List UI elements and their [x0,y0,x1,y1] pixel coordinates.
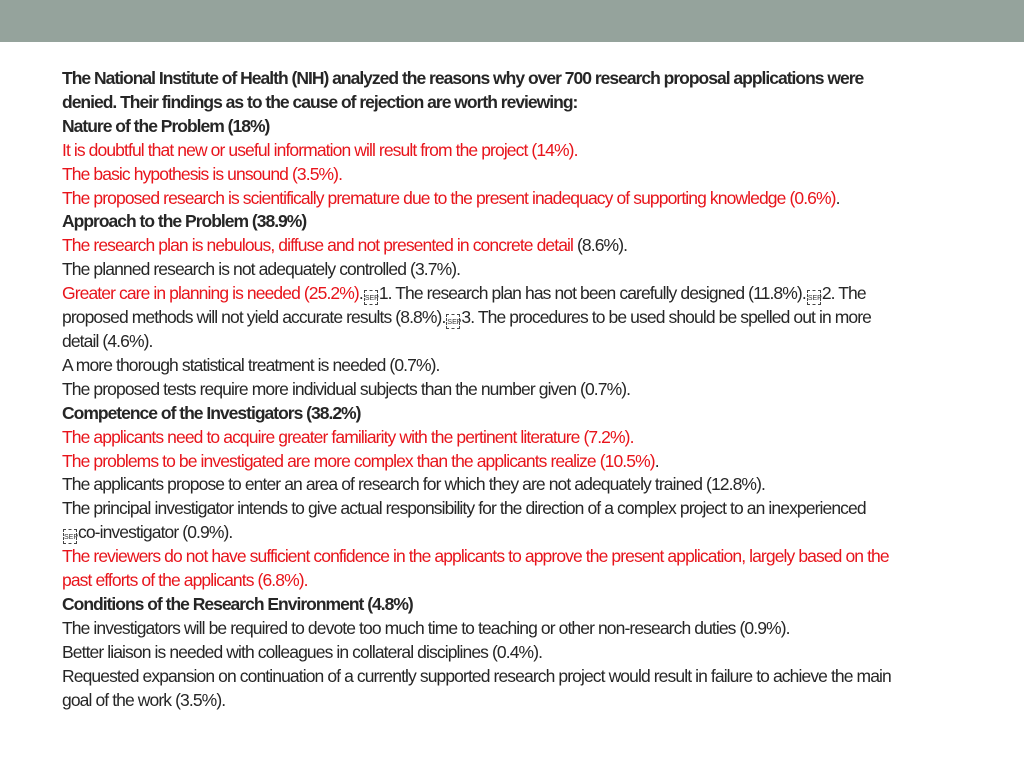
sep-glyph-icon: SEP [807,290,821,305]
sep-glyph-icon: SEP [446,314,460,329]
approach-sub-2-start: 2. The [821,283,866,304]
competence-reason-4-end: co-investigator (0.9%). [78,522,233,543]
competence-reason-5-cont: past efforts of the applicants (6.8%). [62,570,308,591]
approach-sub-3-end: detail (4.6%). [62,330,153,351]
heading-competence: Competence of the Investigators (38.2%) [62,402,361,423]
heading-nature: Nature of the Problem (18%) [62,115,270,136]
approach-sub-3: 3. The procedures to be used should be spelled out in more [461,307,872,328]
approach-reason-1-text: The research plan is nebulous, diffuse and not presented in concrete detail [62,235,574,256]
nature-reason-3 [62,187,962,211]
approach-reason-4: A more thorough statistical treatment is needed (0.7%). [62,354,440,375]
nature-reason-2 [62,163,962,187]
nature-reason-2-text: The basic hypothesis is unsound (3.5%) [62,163,339,184]
slide-body [62,67,962,712]
period: . [654,450,659,471]
approach-sub-1: 1. The research plan has not been carefully designed (11.8%). [378,283,806,304]
period: . [358,283,363,304]
approach-reason-3-text: Greater care in planning is needed (25.2%) [62,283,359,304]
period: . [573,139,578,160]
approach-reason-1-value: (8.6%). [573,235,628,256]
approach-reason-5: The proposed tests require more individual subjects than the number given (0.7%). [62,378,631,399]
nature-reason-3-text: The proposed research is scientifically premature due to the present inadequacy of supporting knowledge (0.6%) [62,187,836,208]
header-band [0,0,1024,42]
heading-approach: Approach to the Problem (38.9%) [62,211,307,232]
heading-conditions: Conditions of the Research Environment (4.8%) [62,593,413,614]
period: . [835,187,840,208]
competence-reason-4-cont [62,521,962,545]
nature-reason-1-text: It is doubtful that new or useful information will result from the project (14%) [62,139,574,160]
period: . [338,163,343,184]
conditions-reason-3-cont: goal of the work (3.5%). [62,689,226,710]
competence-reason-3: The applicants propose to enter an area of research for which they are not adequately trained (12.8%). [62,474,765,495]
competence-reason-4: The principal investigator intends to give actual responsibility for the direction of a complex project to an inexperienced [62,498,866,519]
approach-reason-1 [62,234,962,258]
competence-reason-5: The reviewers do not have sufficient confidence in the applicants to approve the present application, largely based on the [62,546,889,567]
conditions-reason-2: Better liaison is needed with colleagues in collateral disciplines (0.4%). [62,641,543,662]
competence-reason-2 [62,450,962,474]
nature-reason-1 [62,139,962,163]
intro-line-1: The National Institute of Health (NIH) analyzed the reasons why over 700 research proposal applications were [62,68,864,88]
competence-reason-2-text: The problems to be investigated are more complex than the applicants realize (10.5%) [62,450,655,471]
approach-reason-3 [62,282,962,306]
approach-reason-3-cont [62,306,962,330]
conditions-reason-1: The investigators will be required to devote too much time to teaching or other non-research duties (0.9%). [62,617,790,638]
competence-reason-1: The applicants need to acquire greater familiarity with the pertinent literature (7.2%). [62,426,634,447]
sep-glyph-icon: SEP [63,529,77,544]
conditions-reason-3: Requested expansion on continuation of a currently supported research project would result in failure to achieve the main [62,665,891,686]
approach-sub-2-rest: proposed methods will not yield accurate results (8.8%). [62,307,446,328]
sep-glyph-icon: SEP [364,290,378,305]
intro-line-2: denied. Their findings as to the cause of rejection are worth reviewing: [62,91,578,112]
approach-reason-2: The planned research is not adequately controlled (3.7%). [62,259,461,280]
